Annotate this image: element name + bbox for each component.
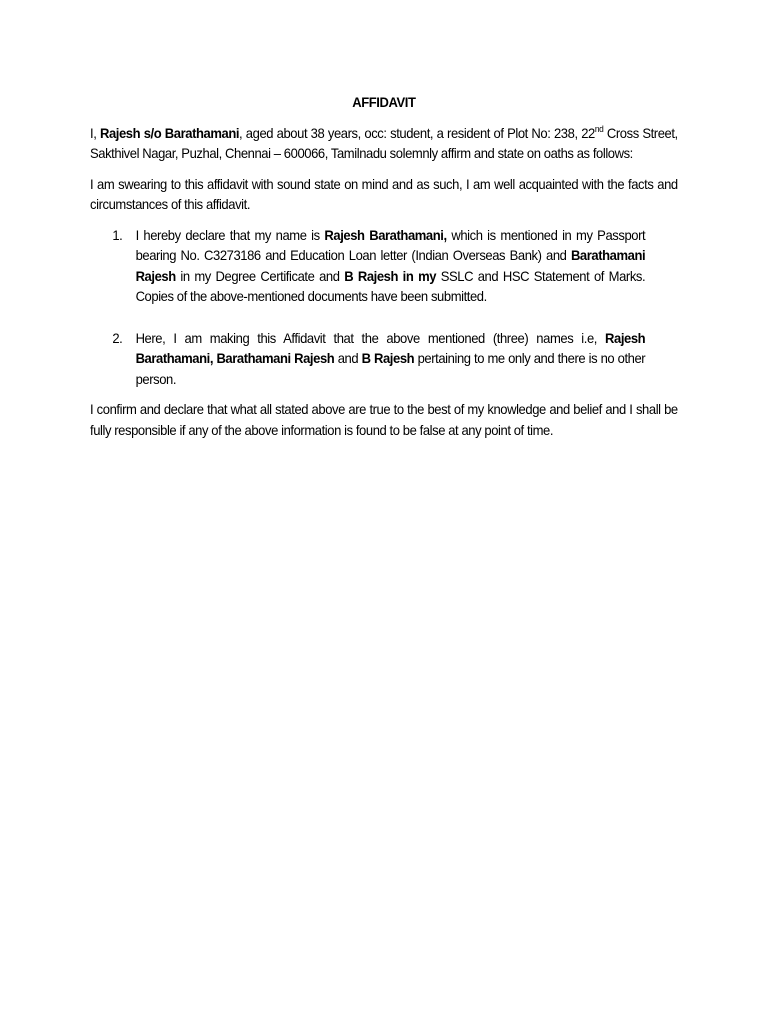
intro-text-1: I, — [90, 124, 100, 141]
deponent-name: Rajesh s/o Barathamani — [99, 124, 240, 141]
intro-paragraph — [90, 123, 678, 164]
item1-text-4: SSLC and HSC Statement of Marks. Copies of the above-mentioned documents have been submitted. — [135, 267, 646, 304]
item2-text-2: and — [334, 350, 362, 366]
intro-text-3: Cross Street, Sakthivel Nagar, Puzhal, Chennai – 600066, Tamilnadu solemnly affirm and state on oaths as follows: — [90, 124, 678, 161]
item2-text-3: pertaining to me only and there is no other person. — [135, 350, 646, 387]
item1-text-3: in my Degree Certificate and — [175, 267, 345, 284]
declaration-item-2 — [90, 328, 645, 390]
declaration-list — [90, 225, 678, 390]
affidavit-page — [90, 92, 678, 450]
ordinal-suffix: nd — [594, 123, 604, 134]
item2-names: Rajesh Barathamani, Barathamani Rajesh — [135, 329, 646, 366]
acquaintance-paragraph: I am swearing to this affidavit with sound state on mind and as such, I am well acquainted with the facts and circumstances of this affidavit. — [90, 175, 678, 212]
document-title: AFFIDAVIT — [352, 94, 416, 110]
item1-name-2: Barathamani Rajesh — [135, 247, 646, 284]
item1-text-2: which is mentioned in my Passport bearing No. C3273186 and Education Loan letter (Indian Overseas Bank) and — [135, 226, 646, 263]
item1-name-1: Rajesh Barathamani, — [324, 226, 447, 243]
intro-text-2: , aged about 38 years, occ: student, a resident of Plot No: 238, 22 — [239, 124, 595, 141]
item-number-1: 1. — [112, 226, 123, 243]
item2-text-1: Here, I am making this Affidavit that the above mentioned (three) names i.e, — [135, 329, 606, 346]
item1-name-3: B Rajesh in my — [344, 267, 437, 284]
item-number-2: 2. — [112, 329, 123, 346]
closing-paragraph: I confirm and declare that what all stated above are true to the best of my knowledge and belief and I shall be fully responsible if any of the above information is found to be false at any point of time. — [90, 401, 678, 438]
declaration-item-1 — [90, 225, 645, 307]
item2-name-3: B Rajesh — [361, 350, 415, 366]
item1-text-1: I hereby declare that my name is — [135, 226, 325, 243]
